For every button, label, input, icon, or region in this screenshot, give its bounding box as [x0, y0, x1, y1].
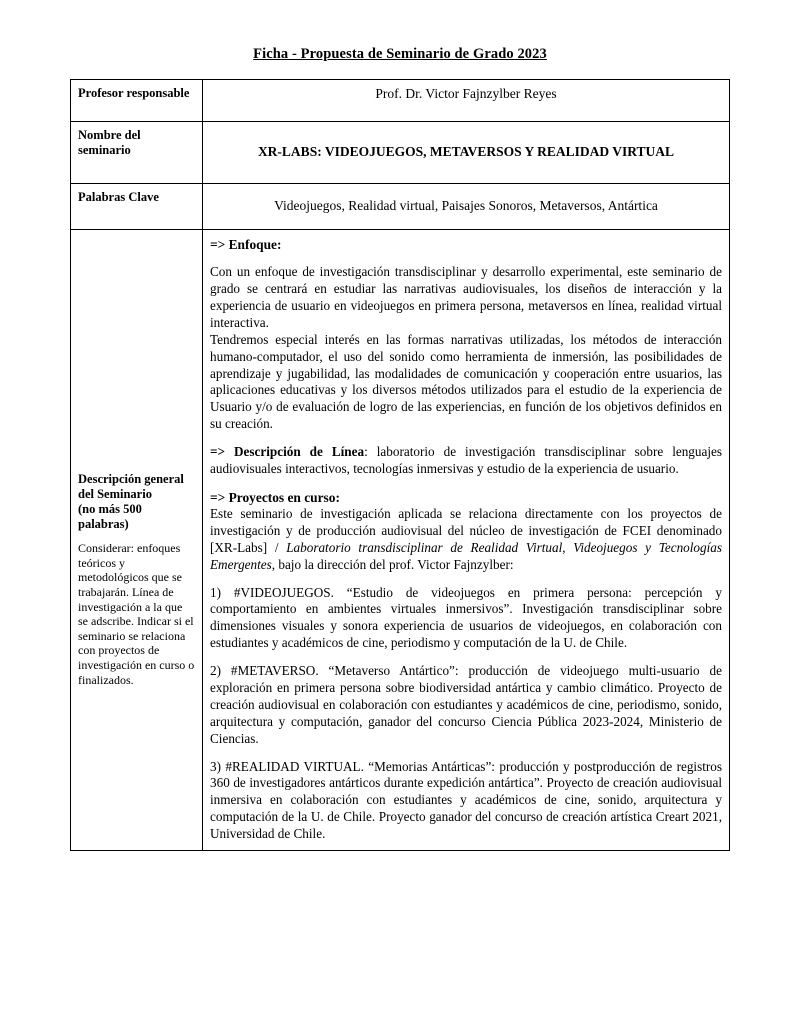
ficha-table: [70, 79, 730, 851]
proyectos-heading: => Proyectos en curso:: [210, 489, 340, 505]
table-row: [71, 184, 730, 230]
descripcion-label-line4: palabras): [78, 517, 129, 531]
descripcion-label-line2: del Seminario: [78, 487, 152, 501]
enfoque-paragraph-2: Tendremos especial interés en las formas narrativas utilizadas, los métodos de interacción humano-computador, el uso del sonido como herramienta de inmersión, las posibilidades de aprendizaje y jugabilidad, las modalidades de comunicación y cooperación entre usuarios, las aplicaciones educativas y los diversos métodos utilizados para el estudio de la experiencia de Usuario y/o de evaluación de logro de las experiencias, en función de los objetivos definidos en su creación.: [210, 331, 722, 432]
nombre-value-cell: [203, 122, 730, 184]
table-row: [71, 230, 730, 851]
profesor-value: Prof. Dr. Victor Fajnzylber Reyes: [375, 86, 557, 101]
linea-paragraph: [210, 444, 722, 478]
enfoque-heading: => Enfoque:: [210, 237, 282, 252]
palabras-label-cell: [71, 184, 203, 230]
page-title: Ficha - Propuesta de Seminario de Grado 2023: [253, 46, 547, 62]
descripcion-label-cell: [71, 230, 203, 851]
table-row: [71, 122, 730, 184]
palabras-value: Videojuegos, Realidad virtual, Paisajes Sonoros, Metaversos, Antártica: [274, 198, 658, 213]
proyecto-item-3: 3) #REALIDAD VIRTUAL. “Memorias Antárticas”: producción y postproducción de registros 360 de investigadores antárticos durante expedición antártica”. Proyecto de creación audiovisual inmersiva en colaboración con estudiantes y académicos de cine, sonido, arquitectura y computación de la U. de Chile. Proyecto ganador del concurso de creación artística Creart 2021, Universidad de Chile.: [210, 758, 722, 842]
proyectos-intro-italic: Laboratorio transdisciplinar de Realidad Virtual, Videojuegos y Tecnologías Emergentes: [210, 539, 722, 572]
nombre-label-line1: Nombre del: [78, 128, 141, 142]
descripcion-content-cell: [203, 230, 730, 851]
table-row: [71, 80, 730, 122]
proyecto-item-2: 2) #METAVERSO. “Metaverso Antártico”: producción de videojuego multi-usuario de exploración en primera persona sobre biodiversidad antártica y cambio climático. Proyecto de creación audiovisual en colaboración con estudiantes y académicos de cine, periodismo, sonido, arquitectura y computación, ganador del concurso Ciencia Pública 2023-2024, Ministerio de Ciencias.: [210, 663, 722, 746]
profesor-label: Profesor responsable: [78, 86, 190, 100]
proyecto-item-1: 1) #VIDEOJUEGOS. “Estudio de videojuegos en primera persona: percepción y comportamiento en ambientes virtuales inmersivos”. Investigación transdisciplinar sobre dimensiones visuales y sonora experiencia de usuarios de videojuegos, en colaboración con estudiantes y académicos de cine, periodismo y computación de la U. de Chile.: [210, 584, 722, 651]
nombre-label-line2: seminario: [78, 143, 131, 157]
palabras-label: Palabras Clave: [78, 190, 159, 204]
descripcion-note: Considerar: enfoques teóricos y metodológicos que se trabajarán. Línea de investigación a la que se adscribe. Indicar si el seminario se relaciona con proyectos de investigación en curso o finalizados.: [78, 541, 195, 687]
nombre-label-cell: [71, 122, 203, 184]
linea-heading: => Descripción de Línea: [210, 444, 365, 460]
proyectos-intro-a: Este seminario de investigación aplicada se relaciona directamente con los proyectos de investigación y de producción audiovisual del núcleo de investigación de FCEI denominado [XR-Labs] /: [210, 506, 722, 555]
enfoque-paragraph-1: Con un enfoque de investigación transdisciplinar y desarrollo experimental, este seminario de grado se centrará en estudiar las narrativas audiovisuales, los diseños de interacción y la experiencia de usuario en videojuegos en primera persona, metaversos en línea, realidad virtual interactiva.: [210, 264, 722, 330]
nombre-value: XR-LABS: VIDEOJUEGOS, METAVERSOS Y REALIDAD VIRTUAL: [257, 144, 675, 159]
proyectos-intro-b: , bajo la dirección del prof. Victor Fajnzylber:: [271, 556, 514, 572]
profesor-value-cell: [203, 80, 730, 122]
palabras-value-cell: [203, 184, 730, 230]
descripcion-label-line3: (no más 500: [78, 502, 142, 516]
linea-text: : laboratorio de investigación transdisciplinar sobre lenguajes audiovisuales interactivos, tecnologías inmersivas y estudio de la experiencia de usuario.: [210, 444, 722, 476]
profesor-label-cell: [71, 80, 203, 122]
proyectos-intro: [210, 506, 722, 574]
descripcion-label-line1: Descripción general: [78, 472, 184, 486]
